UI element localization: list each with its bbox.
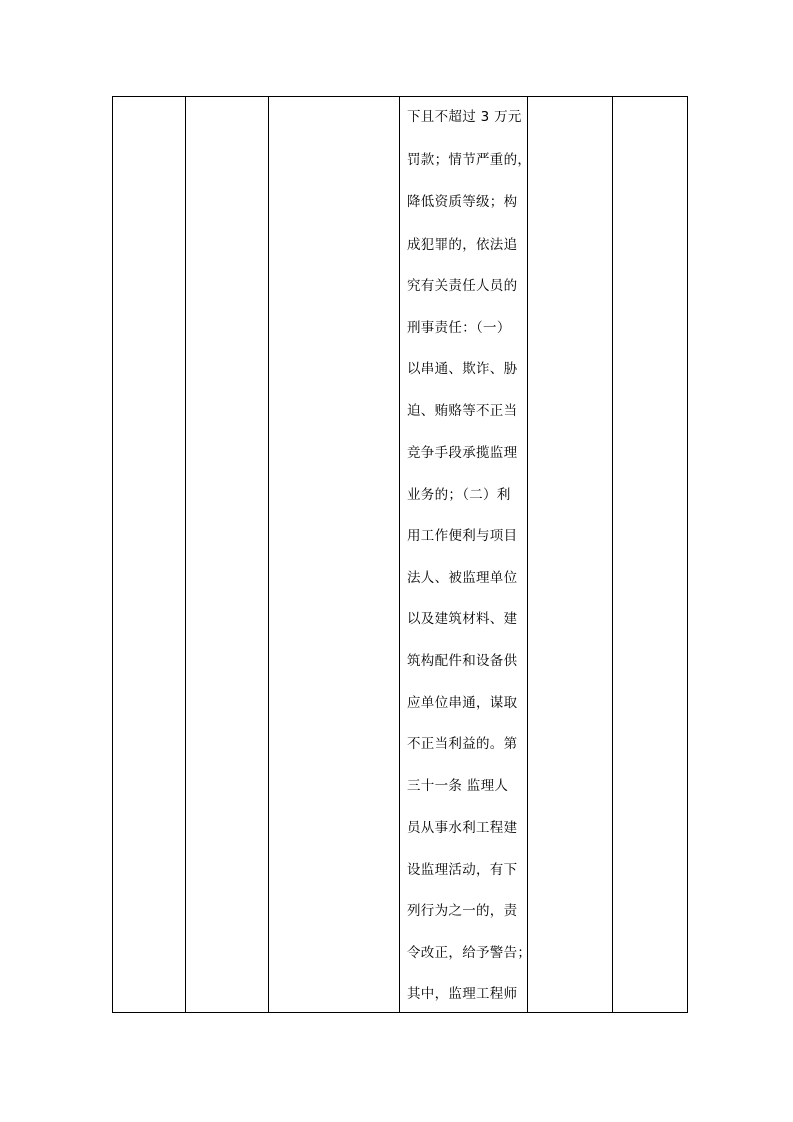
text-line: 以及建筑材料、建 [407,611,518,627]
text-line: 竞争手段承揽监理 [407,445,518,461]
text-line: 其中，监理工程师 [407,986,518,1002]
text-line: 业务的；（二）利 [407,487,511,503]
text-line: 降低资质等级；构 [407,194,518,210]
text-line: 究有关责任人员的 [407,278,518,294]
text-line: 令改正，给予警告； [407,945,532,961]
table-row [113,97,688,1013]
text-line: 设监理活动，有下 [407,862,518,878]
text-line: 成犯罪的，依法追 [407,237,518,253]
text-line: 刑事责任：（一） [407,320,511,336]
table-cell-penalty-text [400,97,532,1013]
text-line: 迫、贿赂等不正当 [407,403,518,419]
table-cell-1 [113,97,186,1013]
table-cell-5 [528,97,613,1013]
text-line: 三十一条 监理人 [407,778,509,794]
regulation-table [112,96,688,1013]
text-line: 以串通、欺诈、胁 [407,361,518,377]
text-line: 员从事水利工程建 [407,820,518,836]
text-line: 应单位串通，谋取 [407,695,518,711]
text-line: 下且不超过 3 万元 [407,109,522,125]
text-line: 筑构配件和设备供 [407,653,518,669]
text-line: 罚款；情节严重的， [407,152,532,168]
text-line: 用工作便利与项目 [407,528,518,544]
text-line: 列行为之一的，责 [407,903,518,919]
table-cell-3 [269,97,400,1013]
table-cell-6 [613,97,688,1013]
table-cell-2 [186,97,269,1013]
text-line: 法人、被监理单位 [407,570,518,586]
text-line: 不正当利益的。第 [407,736,518,752]
